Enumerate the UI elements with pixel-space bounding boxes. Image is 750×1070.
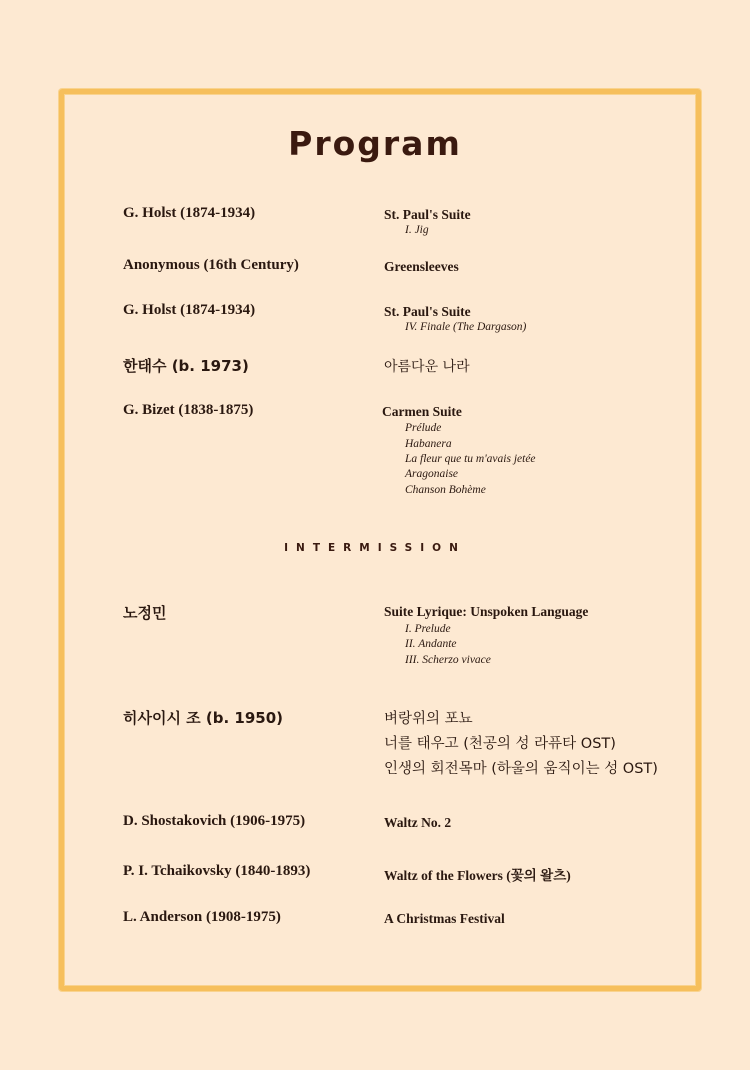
movement-5-2: Habanera [405,438,452,450]
composer-6: 노정민 [123,604,167,622]
composer-4: 한태수 (b. 1973) [123,357,249,375]
composer-2: Anonymous (16th Century) [123,257,299,273]
movement-5-5: Chanson Bohème [405,484,486,496]
work-8: Waltz No. 2 [384,815,452,830]
work-7-2: 너를 태우고 (천공의 성 라퓨타 OST) [384,736,616,752]
work-1: St. Paul's Suite [384,207,471,222]
work-6: Suite Lyrique: Unspoken Language [384,604,589,619]
work-5: Carmen Suite [382,404,462,419]
movement-5-1: Prélude [405,422,442,434]
composer-1: G. Holst (1874-1934) [123,205,256,221]
movement-1-1: I. Jig [405,224,429,236]
composer-7: 히사이시 조 (b. 1950) [123,709,284,727]
work-10: A Christmas Festival [384,911,505,926]
composer-9: P. I. Tchaikovsky (1840-1893) [123,863,311,879]
composer-10: L. Anderson (1908-1975) [123,909,281,925]
work-7-3: 인생의 회전목마 (하울의 움직이는 성 OST) [384,761,658,777]
composer-5: G. Bizet (1838-1875) [123,402,254,418]
composer-8: D. Shostakovich (1906-1975) [123,813,306,829]
decorative-border [59,89,701,991]
movement-6-1: I. Prelude [405,623,451,635]
intermission-label: INTERMISSION [284,542,466,554]
work-4: 아름다운 나라 [384,359,470,375]
movement-3-1: IV. Finale (The Dargason) [405,321,527,333]
work-2: Greensleeves [384,259,459,274]
page-title: Program [288,124,462,163]
composer-3: G. Holst (1874-1934) [123,302,256,318]
work-9: Waltz of the Flowers (꽃의 왈츠) [384,868,571,883]
movement-6-3: III. Scherzo vivace [405,654,491,666]
work-3: St. Paul's Suite [384,304,471,319]
movement-5-4: Aragonaise [405,468,459,480]
movement-6-2: II. Andante [405,638,457,650]
work-7-1: 벼랑위의 포뇨 [384,711,473,727]
movement-5-3: La fleur que tu m'avais jetée [405,453,536,465]
